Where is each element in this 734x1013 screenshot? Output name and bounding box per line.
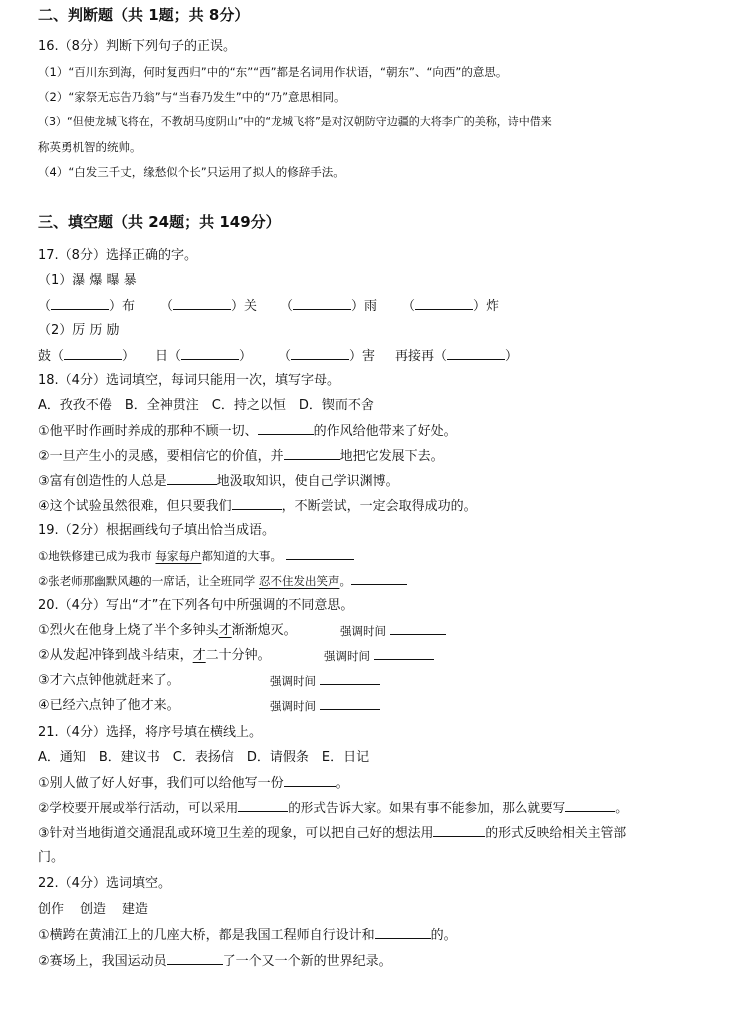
answer-blank[interactable] bbox=[64, 347, 122, 360]
answer-blank[interactable] bbox=[375, 926, 431, 939]
q21-sentence-3: ③针对当地街道交通混乱或环境卫生差的现象，可以把自己好的想法用 的形式反映给相关主管部 bbox=[38, 826, 627, 841]
q18-sentence-3: ③富有创造性的人总是 地汲取知识，使自己学识渊博。 bbox=[38, 474, 399, 489]
q20-sentence-4: ④已经六点钟了他才来。 bbox=[38, 698, 180, 713]
q20-answer-1: 强调时间 bbox=[340, 622, 446, 640]
q20-sentence-1: ①烈火在他身上烧了半个多钟头才渐渐熄灭。 bbox=[38, 623, 297, 638]
q16-item-4: （4）“白发三千丈，缘愁似个长”只运用了拟人的修辞手法。 bbox=[38, 165, 345, 179]
q17-part1: （1）瀑 爆 曝 暴 bbox=[38, 273, 137, 288]
q17-row1-b: （ ）关 bbox=[160, 299, 258, 314]
answer-blank[interactable] bbox=[284, 447, 340, 460]
answer-blank[interactable] bbox=[258, 422, 314, 435]
q16-item-2: （2）“家祭无忘告乃翁”与“当春乃发生”中的“乃”意思相同。 bbox=[38, 90, 346, 104]
answer-blank[interactable] bbox=[351, 572, 407, 585]
q21-options: A．通知 B．建议书 C．表扬信 D．请假条 E．日记 bbox=[38, 750, 370, 765]
answer-blank[interactable] bbox=[447, 347, 505, 360]
answer-blank[interactable] bbox=[284, 774, 336, 787]
answer-blank[interactable] bbox=[291, 347, 349, 360]
q19-sentence-2: ②张老师那幽默风趣的一席话，让全班同学 忍不住发出笑声。 bbox=[38, 572, 407, 590]
answer-blank[interactable] bbox=[232, 497, 282, 510]
section-3-title: 三、填空题（共 24题；共 149分） bbox=[38, 213, 281, 231]
q19-sentence-1: ①地铁修建已成为我市 每家每户都知道的大事。 bbox=[38, 547, 354, 565]
q17-row2-b: 日（ ） bbox=[155, 349, 253, 364]
q18-title: 18.（4分）选词填空，每词只能用一次，填写字母。 bbox=[38, 373, 340, 388]
q20-answer-4: 强调时间 bbox=[270, 697, 380, 715]
answer-blank[interactable] bbox=[167, 952, 223, 965]
q21-sentence-1: ①别人做了好人好事，我们可以给他写一份 。 bbox=[38, 776, 349, 791]
answer-blank[interactable] bbox=[390, 622, 446, 635]
q18-sentence-1: ①他平时作画时养成的那种不顾一切、 的作风给他带来了好处。 bbox=[38, 424, 457, 439]
answer-blank[interactable] bbox=[320, 697, 380, 710]
q16-item-3-cont: 称英勇机智的统帅。 bbox=[38, 140, 142, 154]
answer-blank[interactable] bbox=[320, 672, 380, 685]
q22-words: 创作 创造 建造 bbox=[38, 902, 149, 917]
q16-item-1: （1）“百川东到海，何时复西归”中的“东”“西”都是名词用作状语，“朝东”、“向西”的意思。 bbox=[38, 65, 508, 79]
q20-answer-3: 强调时间 bbox=[270, 672, 380, 690]
answer-blank[interactable] bbox=[51, 297, 109, 310]
q18-options: A．孜孜不倦 B．全神贯注 C．持之以恒 D．锲而不舍 bbox=[38, 398, 374, 413]
answer-blank[interactable] bbox=[415, 297, 473, 310]
q17-row1-d: （ ）炸 bbox=[402, 299, 500, 314]
q22-sentence-1: ①横跨在黄浦江上的几座大桥，都是我国工程师自行设计和 的。 bbox=[38, 928, 457, 943]
answer-blank[interactable] bbox=[374, 647, 434, 660]
underlined-phrase: 每家每户 bbox=[155, 549, 202, 563]
answer-blank[interactable] bbox=[286, 547, 354, 560]
q22-title: 22.（4分）选词填空。 bbox=[38, 876, 171, 891]
q18-sentence-4: ④这个试验虽然很难，但只要我们 ，不断尝试，一定会取得成功的。 bbox=[38, 499, 477, 514]
q20-title: 20.（4分）写出“才”在下列各句中所强调的不同意思。 bbox=[38, 598, 354, 613]
q17-row2-c: （ ）害 bbox=[278, 349, 376, 364]
answer-blank[interactable] bbox=[433, 824, 485, 837]
q19-title: 19.（2分）根据画线句子填出恰当成语。 bbox=[38, 523, 275, 538]
q17-row2-d: 再接再（ ） bbox=[395, 349, 519, 364]
q17-row1-c: （ ）雨 bbox=[280, 299, 378, 314]
answer-blank[interactable] bbox=[238, 799, 288, 812]
q17-row2: 鼓（ ） bbox=[38, 349, 136, 364]
q21-sentence-2: ②学校要开展或举行活动，可以采用 的形式告诉大家。如果有事不能参加，那么就要写 。 bbox=[38, 800, 628, 815]
section-2-title: 二、判断题（共 1题；共 8分） bbox=[38, 6, 250, 24]
q21-sentence-3-cont: 门。 bbox=[38, 850, 65, 865]
q18-sentence-2: ②一旦产生小的灵感，要相信它的价值，并 地把它发展下去。 bbox=[38, 449, 444, 464]
q20-sentence-3: ③才六点钟他就赶来了。 bbox=[38, 673, 180, 688]
answer-blank[interactable] bbox=[167, 472, 217, 485]
q17-title: 17.（8分）选择正确的字。 bbox=[38, 248, 197, 263]
underlined-phrase: 忍不住发出笑声 bbox=[258, 574, 340, 588]
q21-title: 21.（4分）选择，将序号填在横线上。 bbox=[38, 725, 262, 740]
q16-title: 16.（8分）判断下列句子的正误。 bbox=[38, 39, 236, 54]
q17-row1: （ ）布 bbox=[38, 299, 136, 314]
answer-blank[interactable] bbox=[181, 347, 239, 360]
answer-blank[interactable] bbox=[173, 297, 231, 310]
q20-sentence-2: ②从发起冲锋到战斗结束，才二十分钟。 bbox=[38, 648, 271, 663]
q20-answer-2: 强调时间 bbox=[324, 647, 434, 665]
q16-item-3: （3）“但使龙城飞将在，不教胡马度阴山”中的“龙城飞将”是对汉朝防守边疆的大将李广的美称，诗中借来 bbox=[38, 115, 552, 128]
answer-blank[interactable] bbox=[565, 799, 615, 812]
answer-blank[interactable] bbox=[293, 297, 351, 310]
q22-sentence-2: ②赛场上，我国运动员 了一个又一个新的世界纪录。 bbox=[38, 954, 392, 969]
q17-part2: （2）厉 历 励 bbox=[38, 323, 120, 338]
